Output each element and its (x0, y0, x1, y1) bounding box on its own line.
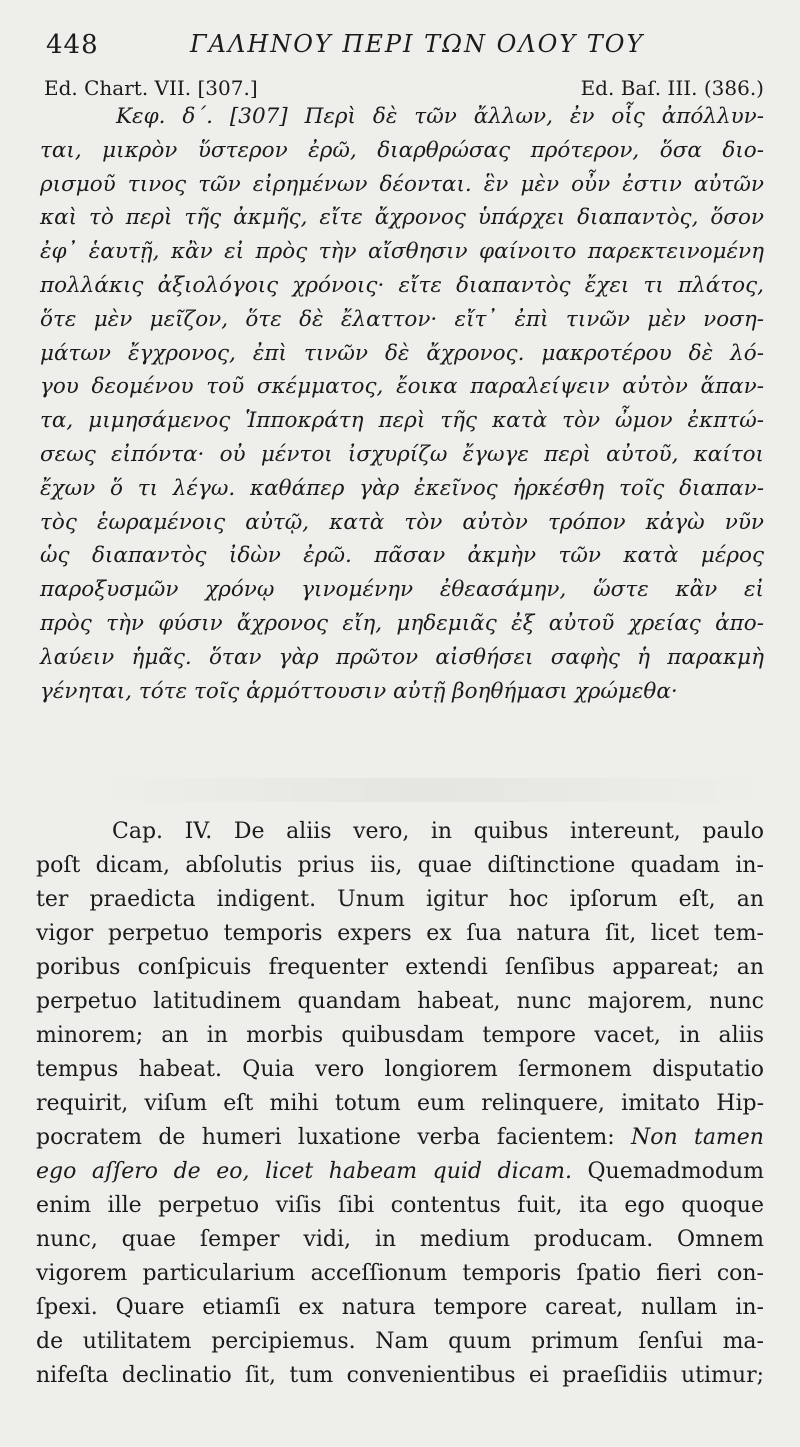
latin-line: vigorem particularium acceſſionum temporis ſpatio fieri con- (36, 1261, 764, 1286)
latin-line: requirit, viſum eſt mihi totum eum relinquere, imitato Hip- (36, 1091, 764, 1116)
greek-line: ἐφ᾽ ἑαυτῇ, κἂν εἰ πρὸς τὴν αἴσθησιν φαίνοιτο παρεκτεινομένη (40, 239, 764, 265)
latin-line-text: pocratem de humeri luxatione verba facientem: (36, 1125, 615, 1150)
greek-line: λαύειν ἡμᾶς. ὅταν γὰρ πρῶτον αἰσθήσει σαφὴς ἡ παρακμὴ (40, 644, 764, 670)
latin-line: de utilitatem percipiemus. Nam quum primum ſenſui ma- (36, 1329, 764, 1354)
latin-line-text: Quemadmodum (587, 1159, 764, 1184)
greek-line: Κεφ. δ΄. [307] Περὶ δὲ τῶν ἄλλων, ἐν οἷς ἀπόλλυν- (116, 104, 764, 129)
latin-line: ter praedicta indigent. Unum igitur hoc ipſorum eſt, an (36, 887, 764, 912)
greek-line: πρὸς τὴν φύσιν ἄχρονος εἴη, μηδεμιᾶς ἐξ αὐτοῦ χρείας ἀπο- (40, 610, 764, 636)
latin-line: Cap. IV. De aliis vero, in quibus intereunt, paulo (112, 819, 764, 844)
greek-line: παροξυσμῶν χρόνῳ γινομένην ἐθεασάμην, ὥστε κἂν εἰ (40, 577, 764, 603)
greek-line: πολλάκις ἀξιολόγοις χρόνοις· εἴτε διαπαντὸς ἔχει τι πλάτος, (40, 272, 764, 298)
edition-reference-chartier: Ed. Chart. VII. [307.] (44, 76, 258, 100)
italic-quotation: ego aſſero de eo, licet habeam quid dicam. (36, 1159, 572, 1184)
greek-line: γένηται, τότε τοῖς ἁρμόττουσιν αὐτῇ βοηθήμασι χρώμεθα· (40, 678, 678, 704)
greek-line: ὅτε μὲν μεῖζον, ὅτε δὲ ἔλαττον· εἴτ᾽ ἐπὶ τινῶν μὲν νοση- (40, 306, 764, 332)
greek-line: τὸς ἑωραμένοις αὐτῷ, κατὰ τὸν αὐτὸν τρόπον κἀγὼ νῦν (40, 509, 764, 535)
greek-line: ἔχων ὅ τι λέγω. καθάπερ γὰρ ἐκεῖνος ἠρκέσθη τοῖς διαπαν- (40, 475, 764, 501)
greek-line: σεως εἰπόντα· οὐ μέντοι ἰσχυρίζω ἔγωγε περὶ αὐτοῦ, καίτοι (40, 441, 764, 467)
latin-line: nunc, quae ſemper vidi, in medium producam. Omnem (36, 1227, 764, 1252)
show-through-shadow (90, 778, 770, 802)
latin-line: vigor perpetuo temporis expers ex ſua natura ſit, licet tem- (36, 921, 764, 946)
page-header (40, 26, 760, 66)
running-title: ΓΑΛΗΝΟΥ ΠΕΡΙ ΤΩΝ ΟΛΟΥ ΤΟΥ (190, 30, 645, 58)
latin-line: nifeſta declinatio ſit, tum convenientibus ei praeſidiis utimur; (36, 1363, 764, 1388)
greek-line: ρισμοῦ τινος τῶν εἰρημένων δέονται. ἓν μὲν οὖν ἐστιν αὐτῶν (40, 171, 764, 197)
italic-quotation: Non tamen (630, 1125, 764, 1150)
greek-line: τα, μιμησάμενος Ἱπποκράτη περὶ τῆς κατὰ τὸν ὦμον ἐκπτώ- (40, 408, 764, 434)
latin-line-with-italic (36, 1121, 764, 1155)
greek-line: γου δεομένου τοῦ σκέμματος, ἔοικα παραλείψειν αὐτὸν ἅπαν- (40, 374, 764, 400)
edition-references (44, 76, 764, 102)
latin-line: ſpexi. Quare etiamſi ex natura tempore careat, nullam in- (36, 1295, 764, 1320)
greek-text-block (40, 100, 764, 708)
latin-text-block (36, 815, 764, 1393)
greek-line: μάτων ἔγχρονος, ἐπὶ τινῶν δὲ ἄχρονος. μακροτέρου δὲ λό- (40, 340, 764, 366)
page-number: 448 (46, 30, 99, 60)
latin-line-with-italic (36, 1155, 764, 1189)
greek-line: ὡς διαπαντὸς ἰδὼν ἐρῶ. πᾶσαν ἀκμὴν τῶν κατὰ μέρος (40, 543, 764, 569)
latin-line: poſt dicam, abſolutis prius iis, quae diſtinctione quadam in- (36, 853, 764, 878)
latin-line: tempus habeat. Quia vero longiorem ſermonem disputatio (36, 1057, 764, 1082)
latin-line: enim ille perpetuo viſis ſibi contentus fuit, ita ego quoque (36, 1193, 764, 1218)
edition-reference-basel: Ed. Baſ. III. (386.) (580, 76, 764, 100)
latin-line: minorem; an in morbis quibusdam tempore vacet, in aliis (36, 1023, 764, 1048)
latin-line: poribus conſpicuis frequenter extendi ſenſibus appareat; an (36, 955, 764, 980)
latin-line: perpetuo latitudinem quandam habeat, nunc majorem, nunc (36, 989, 764, 1014)
greek-line: καὶ τὸ περὶ τῆς ἀκμῆς, εἴτε ἄχρονος ὑπάρχει διαπαντὸς, ὅσον (40, 205, 764, 231)
greek-line: ται, μικρὸν ὕστερον ἐρῶ, διαρθρώσας πρότερον, ὅσα διο- (40, 137, 764, 163)
